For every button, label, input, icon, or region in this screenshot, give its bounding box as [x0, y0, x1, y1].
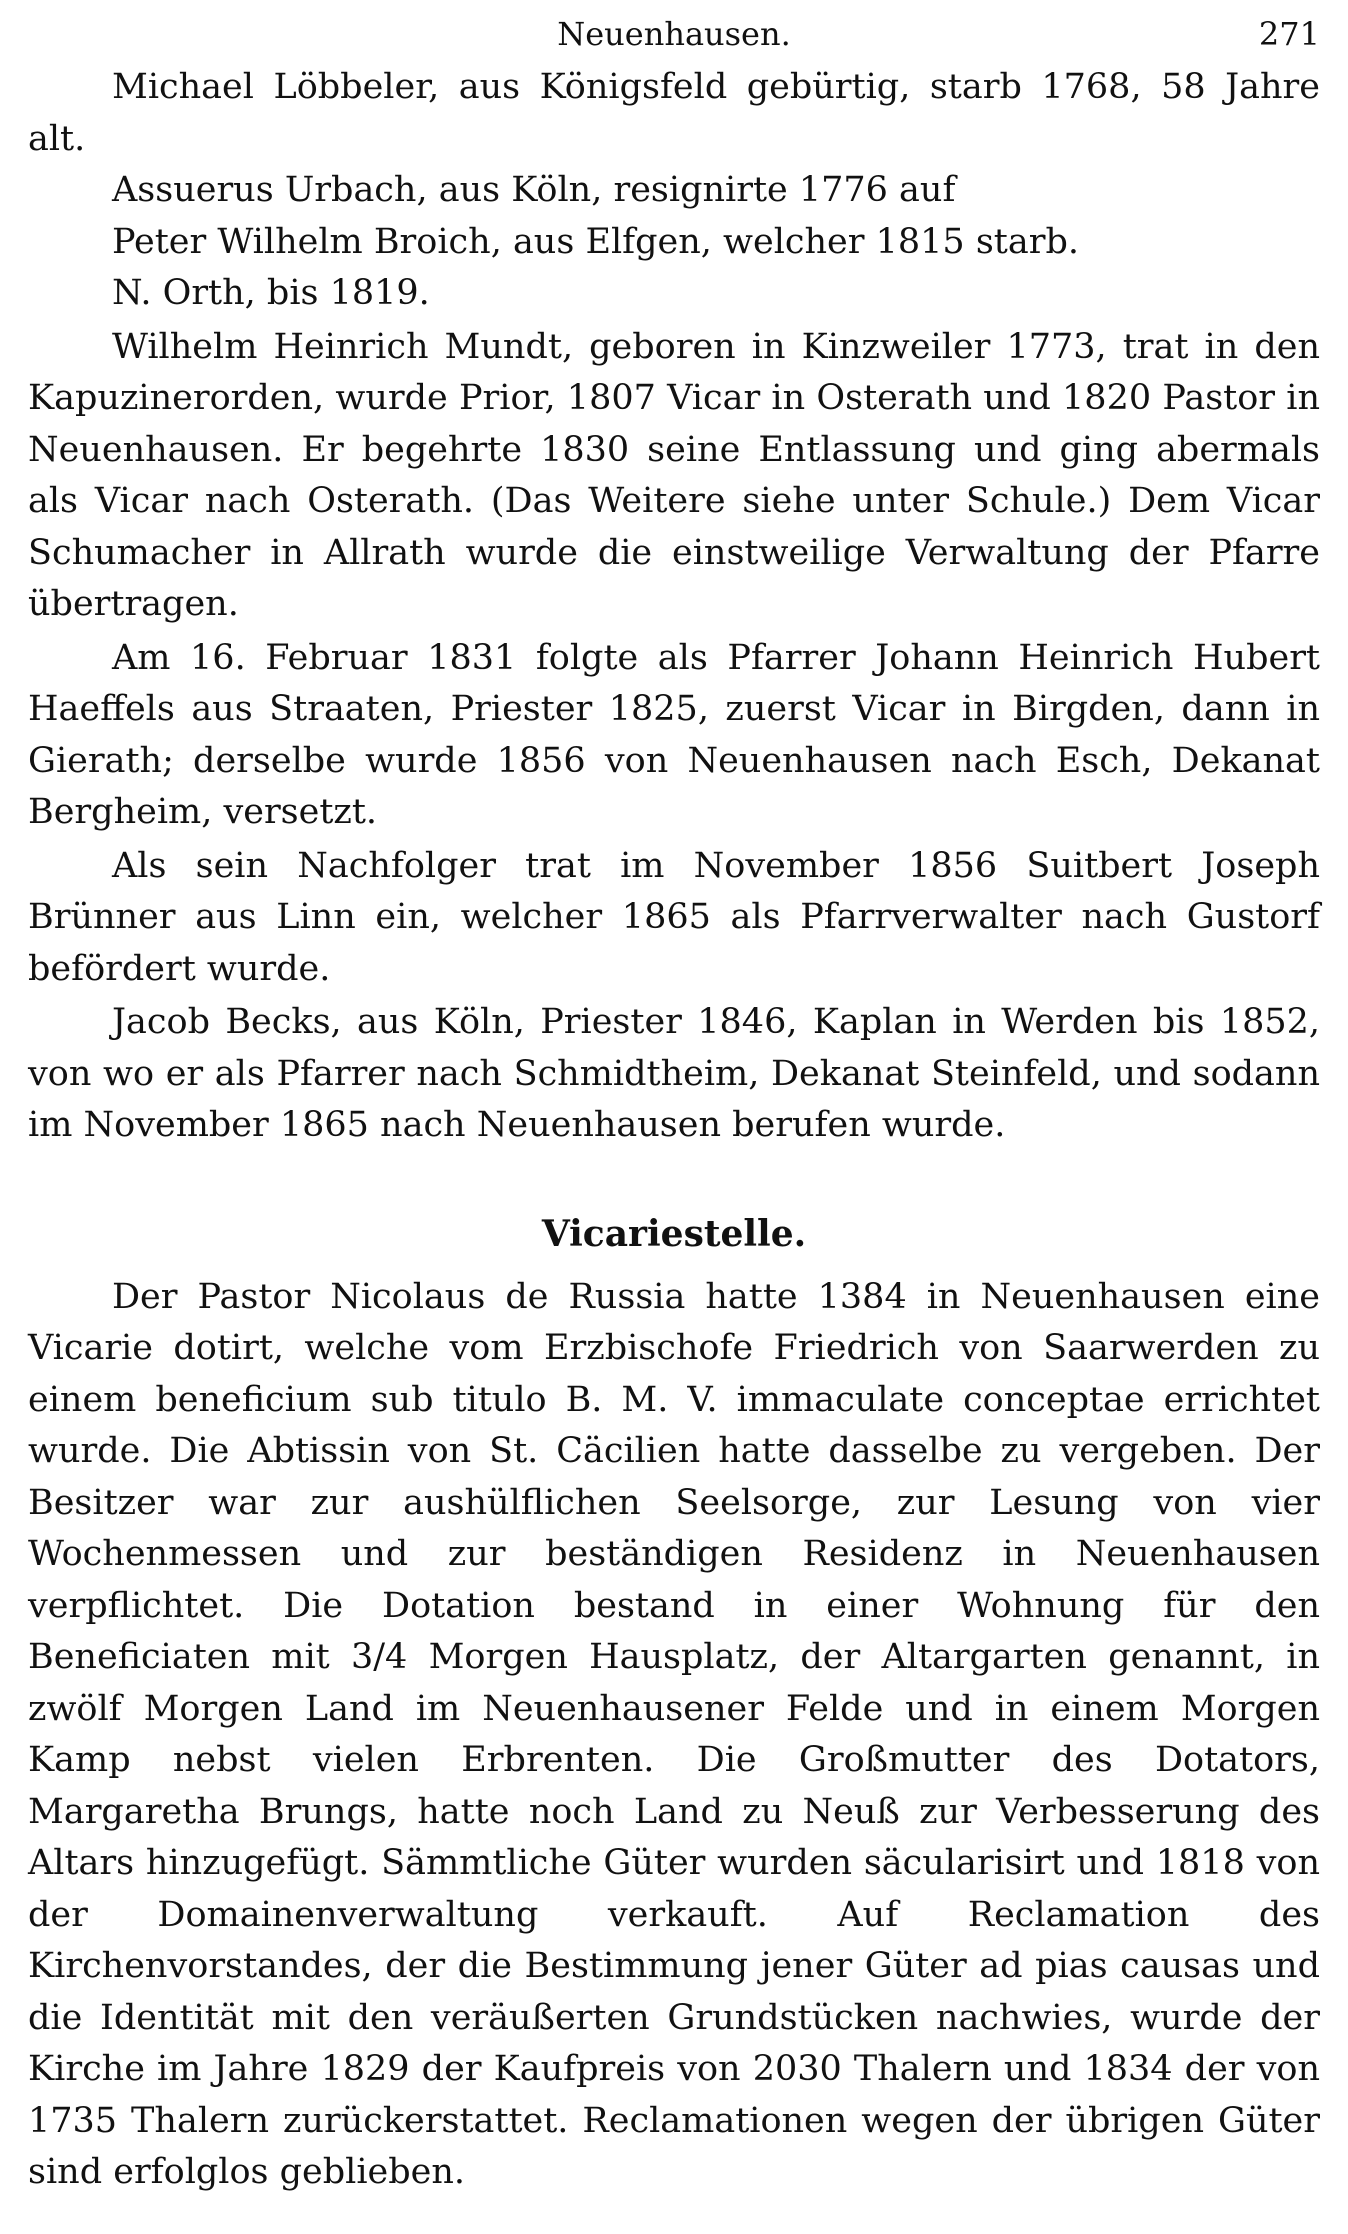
- paragraph-orth: N. Orth, bis 1819.: [112, 273, 430, 313]
- section-heading: Vicariestelle.: [541, 1212, 807, 1255]
- paragraph-vicariestelle: Der Pastor Nicolaus de Russia hatte 1384 in Neuenhausen eine Vicarie dotirt, welche vom Erzbischofe Friedrich von Saarwerden zu einem beneficium sub titulo B. M. V. immaculate conceptae errichtet wurde. Die Abtissin von St. Cäcilien hatte dasselbe zu vergeben. Der Besitzer war zur aushülflichen Seelsorge, zur Lesung von vier Wochenmessen und zur beständigen Residenz in Neuenhausen verpflichtet. Die Dotation bestand in einer Wohnung für den Beneficiaten mit 3/4 Morgen Hausplatz, der Altargarten genannt, in zwölf Morgen Land im Neuenhausener Felde und in einem Morgen Kamp nebst vielen Erbrenten. Die Großmutter des Dotators, Margaretha Brungs, hatte noch Land zu Neuß zur Verbesserung des Altars hinzugefügt. Sämmtliche Güter wurden säcularisirt und 1818 von der Domainenverwaltung verkauft. Auf Reclamation des Kirchenvorstandes, der die Bestimmung jener Güter ad pias causas und die Identität mit den veräußerten Grundstücken nachwies, wurde der Kirche im Jahre 1829 der Kaufpreis von 2030 Thalern und 1834 der von 1735 Thalern zurückerstattet. Reclamationen wegen der übrigen Güter sind erfolglos geblieben.: [28, 1276, 1320, 2192]
- page-number: 271: [1258, 15, 1320, 53]
- paragraph-mundt: Wilhelm Heinrich Mundt, geboren in Kinzweiler 1773, trat in den Kapuzinerorden, wurde Prior, 1807 Vicar in Osterath und 1820 Pastor in Neuenhausen. Er begehrte 1830 seine Entlassung und ging abermals als Vicar nach Osterath. (Das Weitere siehe unter Schule.) Dem Vicar Schumacher in Allrath wurde die einstweilige Verwaltung der Pfarre übertragen.: [28, 326, 1320, 624]
- paragraph-urbach: Assuerus Urbach, aus Köln, resignirte 1776 auf: [112, 170, 956, 210]
- running-header: [28, 14, 1320, 54]
- paragraph-loebbeler: Michael Löbbeler, aus Königsfeld gebürtig, starb 1768, 58 Jahre alt.: [28, 67, 1320, 159]
- paragraph-broich: Peter Wilhelm Broich, aus Elfgen, welcher 1815 starb.: [112, 221, 1079, 262]
- running-title: Neuenhausen.: [557, 15, 791, 53]
- paragraph-haeffels: Am 16. Februar 1831 folgte als Pfarrer Johann Heinrich Hubert Haeffels aus Straaten, Priester 1825, zuerst Vicar in Birgden, dann in Gierath; derselbe wurde 1856 von Neuenhausen nach Esch, Dekanat Bergheim, versetzt.: [28, 637, 1320, 832]
- paragraph-becks: Jacob Becks, aus Köln, Priester 1846, Kaplan in Werden bis 1852, von wo er als Pfarrer nach Schmidtheim, Dekanat Steinfeld, und sodann im November 1865 nach Neuenhausen berufen wurde.: [28, 1002, 1320, 1145]
- paragraph-bruenner: Als sein Nachfolger trat im November 1856 Suitbert Joseph Brünner aus Linn ein, welcher 1865 als Pfarrverwalter nach Gustorf befördert wurde.: [28, 845, 1320, 989]
- main-text: [28, 62, 1320, 2199]
